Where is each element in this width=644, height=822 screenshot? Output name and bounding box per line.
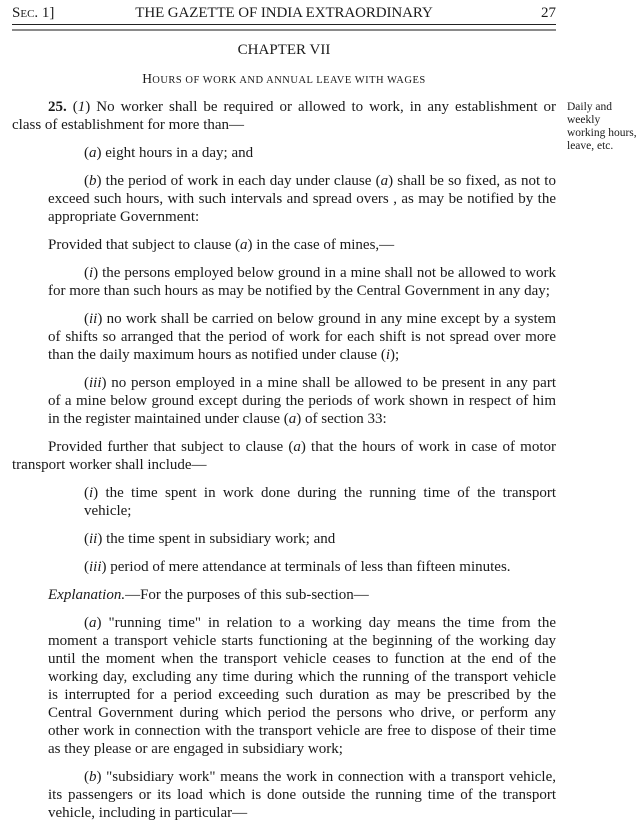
proviso-mines: Provided that subject to clause (a) in the case of mines,— xyxy=(48,237,395,253)
explanation: Explanation.—For the purposes of this sub-section— xyxy=(48,587,369,603)
section-number: 25. xyxy=(48,99,67,115)
margin-note-line: leave, etc. xyxy=(567,140,614,152)
margin-note xyxy=(567,101,644,153)
chapter-title: CHAPTER VII xyxy=(237,42,331,58)
proviso-mines-item-i: (i) the persons employed below ground in a mine shall not be allowed to work for more than such hours as may be notified by the Central Government in any day; xyxy=(48,265,556,299)
section-label: SEC. 1] xyxy=(12,5,55,21)
header-rule-thin xyxy=(12,24,556,25)
margin-note-line: working hours, xyxy=(567,127,637,139)
explanation-item-b: (b) "subsidiary work" means the work in connection with a transport vehicle, its passengers or its load which is done outside the running time of the transport vehicle, including in particular— xyxy=(48,769,556,821)
margin-note-line: Daily and xyxy=(567,101,613,113)
proviso-mines-item-ii: (ii) no work shall be carried on below ground in any mine except by a system of shifts so arranged that the period of work for each shift is not spread over more than the daily maximum hours as notified under clause (i); xyxy=(48,311,556,363)
proviso-mines-item-iii: (iii) no person employed in a mine shall be allowed to be present in any part of a mine below ground except during the periods of work shown in respect of him in the register maintained under clause (a) of section 33: xyxy=(48,375,556,427)
section-25-intro: 25. (1) No worker shall be required or allowed to work, in any establishment or class of establishment for more than— xyxy=(12,99,556,133)
proviso-transport-item-iii: (iii) period of mere attendance at terminals of less than fifteen minutes. xyxy=(84,559,511,575)
clause-b: (b) the period of work in each day under clause (a) shall be so fixed, as not to exceed such hours, with such intervals and spread overs , as may be notified by the appropriate Government: xyxy=(48,173,556,225)
gazette-title: THE GAZETTE OF INDIA EXTRAORDINARY xyxy=(135,5,433,21)
running-header xyxy=(12,4,556,22)
proviso-transport-item-i: (i) the time spent in work done during the running time of the transport vehicle; xyxy=(84,485,556,519)
page-number: 27 xyxy=(541,5,556,21)
clause-a: (a) eight hours in a day; and xyxy=(84,145,254,161)
document-body xyxy=(0,98,556,822)
margin-note-line: weekly xyxy=(567,114,601,126)
chapter-subheading: HOURS OF WORK AND ANNUAL LEAVE WITH WAGES xyxy=(142,71,426,86)
proviso-transport-item-ii: (ii) the time spent in subsidiary work; and xyxy=(84,531,336,547)
proviso-motor-transport: Provided further that subject to clause (a) that the hours of work in case of motor transport worker shall include— xyxy=(12,439,556,473)
explanation-item-a: (a) "running time" in relation to a working day means the time from the moment a transport vehicle starts functioning at the beginning of the working day until the moment when the transport vehicle ceases to function at the end of the working day, excluding any time during which the running of the transport vehicle is interrupted for a period exceeding such duration as may be prescribed by the Central Government during which period the persons who drive, or perform any other work in connection with the transport vehicle are free to dispose of their time as they please or are engaged in subsidiary work; xyxy=(48,615,556,757)
header-rule-thick xyxy=(12,29,556,31)
explanation-label: Explanation. xyxy=(48,587,126,603)
